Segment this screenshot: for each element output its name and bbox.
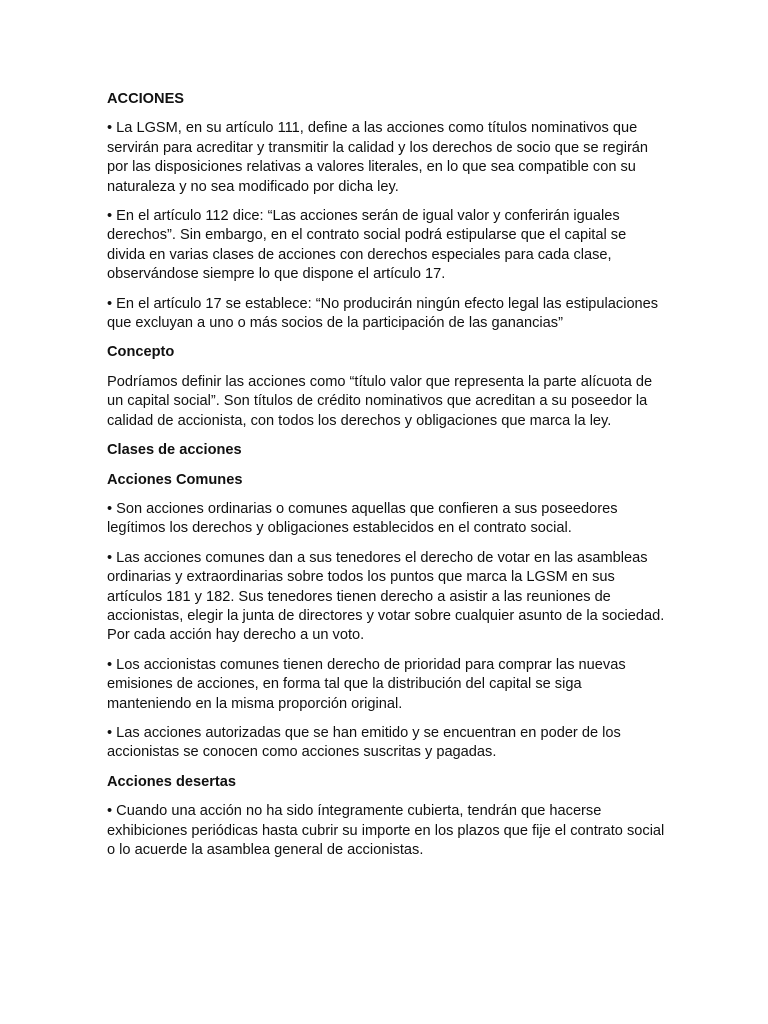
- paragraph: Podríamos definir las acciones como “título valor que representa la parte alícuota de un capital social”. Son títulos de crédito nominativos que acreditan a su poseedor la calidad de accionista, con todos los derechos y obligaciones que marca la ley.: [107, 373, 653, 429]
- paragraph: • En el artículo 112 dice: “Las acciones serán de igual valor y conferirán iguales derechos”. Sin embargo, en el contrato social podrá estipularse que el capital se divida en varias clases de acciones con derechos especiales para cada clase, observándose siempre lo que dispone el artículo 17.: [107, 208, 627, 283]
- paragraph: • Son acciones ordinarias o comunes aquellas que confieren a sus poseedores legítimos los derechos y obligaciones establecidos en el contrato social.: [107, 500, 618, 537]
- paragraph: • En el artículo 17 se establece: “No producirán ningún efecto legal las estipulaciones que excluyan a uno o más socios de la participación de las ganancias”: [107, 295, 659, 332]
- section-heading-acciones-comunes: Acciones Comunes: [107, 471, 243, 488]
- section-heading-acciones: ACCIONES: [107, 91, 185, 107]
- section-heading-acciones-desertas: Acciones desertas: [107, 773, 236, 790]
- section-heading-concepto: Concepto: [107, 344, 175, 361]
- document-page: [107, 90, 667, 870]
- section-heading-clases: Clases de acciones: [107, 442, 242, 459]
- paragraph: • Las acciones comunes dan a sus tenedores el derecho de votar en las asambleas ordinarias y extraordinarias sobre todos los puntos que marca la LGSM en sus artículos 181 y 182. Sus tenedores tienen derecho a asistir a las reuniones de accionistas, elegir la junta de directores y votar sobre cualquier asunto de la sociedad. Por cada acción hay derecho a un voto.: [107, 549, 665, 644]
- paragraph: • Cuando una acción no ha sido íntegramente cubierta, tendrán que hacerse exhibiciones periódicas hasta cubrir su importe en los plazos que fije el contrato social o lo acuerde la asamblea general de accionistas.: [107, 803, 665, 858]
- paragraph: • La LGSM, en su artículo 111, define a las acciones como títulos nominativos que servirán para acreditar y transmitir la calidad y los derechos de socio que se regirán por las disposiciones relativas a valores literales, en lo que sea compatible con su naturaleza y no sea modificado por dicha ley.: [107, 120, 649, 195]
- paragraph: • Las acciones autorizadas que se han emitido y se encuentran en poder de los accionistas se conocen como acciones suscritas y pagadas.: [107, 724, 621, 761]
- paragraph: • Los accionistas comunes tienen derecho de prioridad para comprar las nuevas emisiones de acciones, en forma tal que la distribución del capital se siga manteniendo en la misma proporción original.: [107, 656, 626, 712]
